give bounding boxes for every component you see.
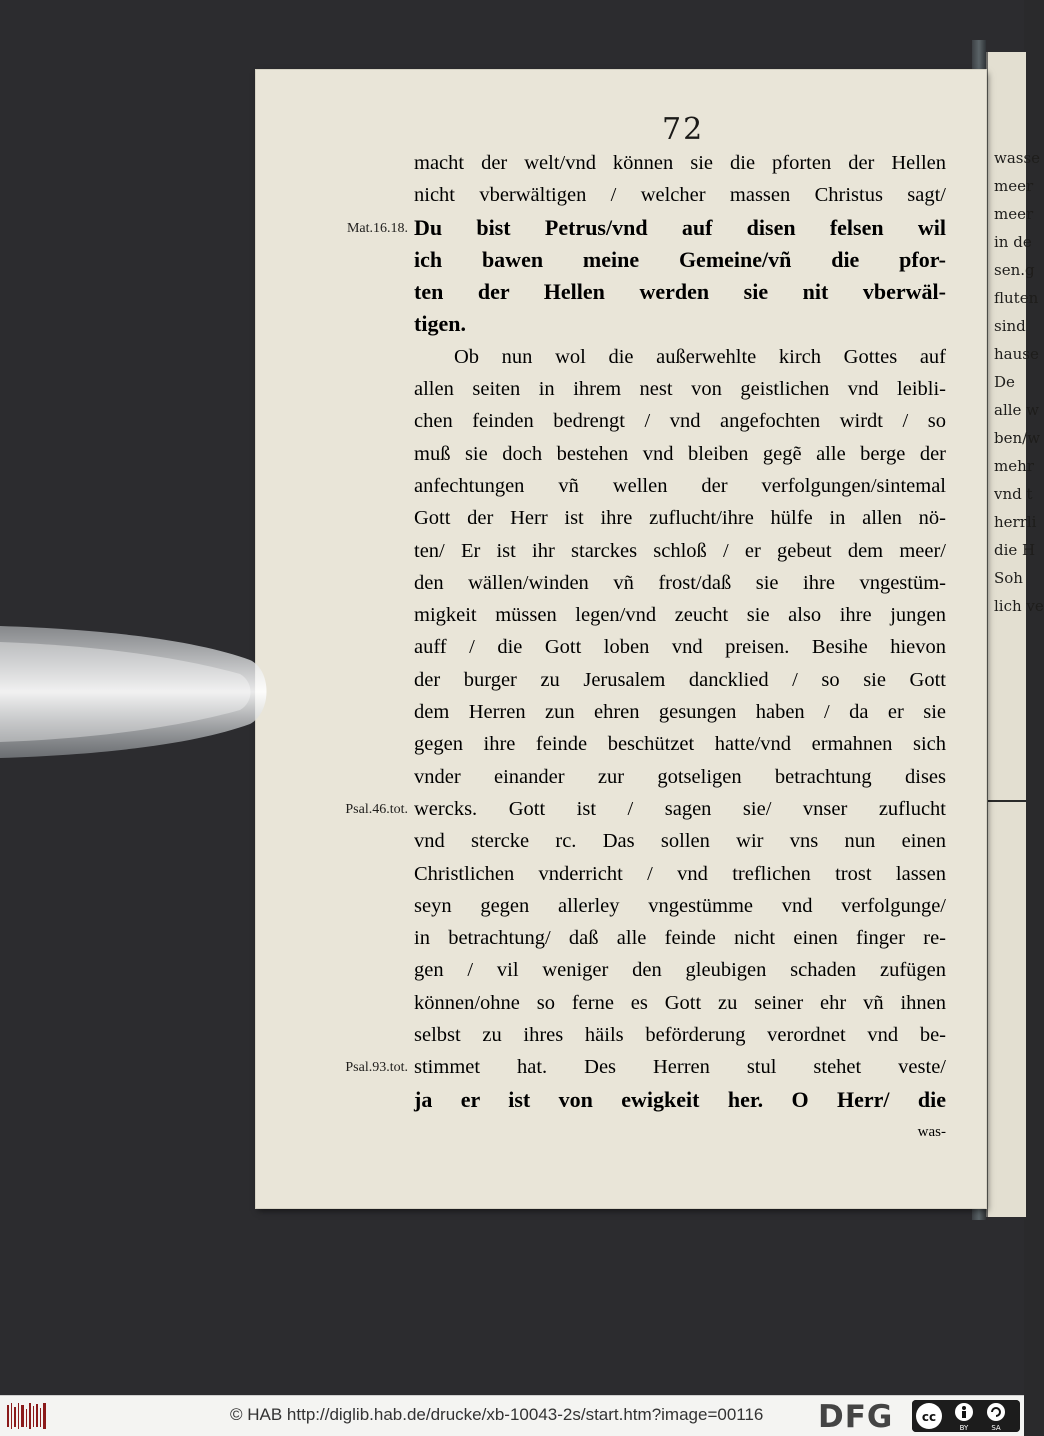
text-line: anfechtungen vñ wellen der verfolgungen/sintemal — [414, 474, 946, 497]
next-page-fragment: lich ve — [994, 597, 1044, 615]
text-line: ja er ist von ewigkeit her. O Herr/ die — [414, 1086, 946, 1112]
page-text-block — [414, 147, 946, 1148]
text-line: nicht vberwältigen / welcher massen Christus sagt/ — [414, 184, 946, 207]
text-line: dem Herren zun ehren gesungen haben / da er sie — [414, 701, 946, 724]
text-line: auff / die Gott loben vnd preisen. Besihe hievon — [414, 636, 946, 659]
text-line: den wällen/winden vñ frost/daß sie ihre vngestüm- — [414, 571, 946, 594]
text-line: Du bist Petrus/vnd auf disen felsen wil — [414, 214, 946, 240]
text-line: vnd stercke rc. Das sollen wir vns nun einen — [414, 830, 946, 853]
text-line: selbst zu ihres häils beförderung verordnet vnd be- — [414, 1024, 946, 1047]
next-page-fragment: meer — [994, 177, 1034, 195]
text-line: tigen. — [414, 311, 466, 337]
page-number: 72 — [662, 112, 705, 147]
page-clamp — [0, 612, 272, 772]
sa-label: SA — [991, 1424, 1001, 1432]
next-page-fragment: alle w — [994, 401, 1040, 419]
text-line: ten/ Er ist ihr starckes schloß / er gebeut dem meer/ — [414, 539, 946, 562]
marginal-note: Psal.46.tot. — [345, 802, 408, 817]
marginal-note: Psal.93.tot. — [345, 1060, 408, 1076]
next-page-fragments — [988, 52, 1044, 620]
next-page-fragment: wasse — [994, 149, 1041, 167]
footer-bar — [0, 1395, 1024, 1436]
source-link[interactable]: © HAB http://diglib.hab.de/drucke/xb-10043-2s/start.htm?image=00116 — [230, 1405, 764, 1424]
next-page-fragment: vnd t — [994, 485, 1033, 503]
text-line: chen feinden bedrengt / vnd angefochten wirdt / so — [414, 410, 946, 433]
cc-license-badge[interactable] — [912, 1400, 1020, 1432]
next-page-fragment: sind — [994, 317, 1026, 335]
next-page-edge — [986, 52, 1044, 1217]
marginal-note: Mat.16.18. — [346, 220, 408, 236]
next-page-fragment: sen.g — [994, 261, 1035, 279]
text-line: muß sie doch bestehen vnd bleiben gegẽ alle berge der — [414, 442, 946, 465]
next-page-fragment: mehr — [994, 457, 1034, 475]
dfg-logo: DFG — [818, 1399, 894, 1435]
next-page-fragment: in de — [994, 233, 1032, 251]
text-line: seyn gegen allerley vngestümme vnd verfolgunge/ — [414, 894, 946, 917]
text-line: Ob nun wol die außerwehlte kirch Gottes auf — [454, 345, 946, 368]
text-line: ten der Hellen werden sie nit vberwäl- — [414, 279, 946, 305]
library-barcode-icon — [6, 1401, 48, 1431]
text-line: gen / vil weniger den gleubigen schaden zufügen — [414, 959, 946, 982]
text-line: Christlichen vnderricht / vnd treflichen trost lassen — [414, 862, 946, 885]
next-page-fragment: herrli — [994, 513, 1037, 531]
next-page-fragment: Soh — [994, 569, 1023, 587]
next-page-fragment: meer — [994, 205, 1034, 223]
next-page-fragment: ben/w — [994, 429, 1041, 447]
text-line: was- — [917, 1123, 946, 1140]
text-line: gegen ihre feinde beschützet hatte/vnd ermahnen sich — [414, 733, 946, 756]
next-page-fragment: hause — [994, 345, 1039, 363]
text-line: macht der welt/vnd können sie die pforten der Hellen — [414, 152, 946, 174]
text-line: wercks. Gott ist / sagen sie/ vnser zuflucht — [414, 797, 946, 820]
next-page-fragment: De — [994, 373, 1015, 391]
text-line: ich bawen meine Gemeine/vñ die pfor- — [414, 246, 946, 272]
text-line: vnder einander zur gotseligen betrachtung dises — [414, 765, 946, 788]
text-line: stimmet hat. Des Herren stul stehet veste/ — [414, 1056, 946, 1079]
text-line: migkeit müssen legen/vnd zeucht sie also ihre jungen — [414, 604, 946, 627]
text-line: Gott der Herr ist ihre zuflucht/ihre hülfe in allen nö- — [414, 507, 946, 530]
next-page-rule — [988, 800, 1026, 802]
text-line: können/ohne so ferne es Gott zu seiner ehr vñ ihnen — [414, 991, 946, 1014]
text-line: in betrachtung/ daß alle feinde nicht einen finger re- — [414, 927, 946, 950]
text-line: der burger zu Jerusalem dancklied / so sie Gott — [414, 668, 946, 691]
next-page-fragment: die H — [994, 541, 1036, 559]
svg-text:cc: cc — [921, 1410, 937, 1424]
text-line: allen seiten in ihrem nest von geistlichen vnd leibli- — [414, 378, 946, 401]
by-label: BY — [959, 1424, 969, 1432]
next-page-fragment: fluten — [994, 289, 1039, 307]
sa-icon — [987, 1403, 1005, 1421]
